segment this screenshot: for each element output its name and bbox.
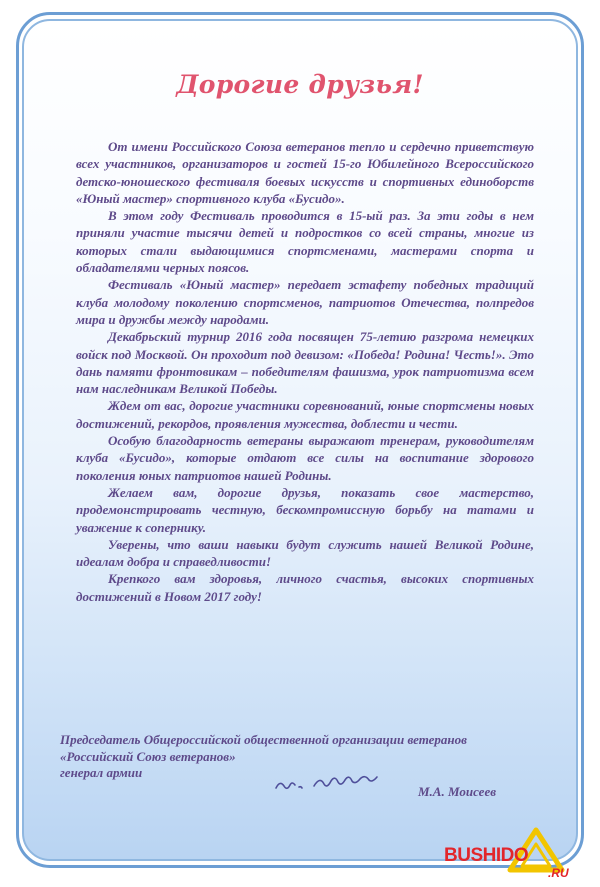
signature-name: М.А. Моисеев [418, 784, 497, 799]
paragraph: Ждем от вас, дорогие участники соревнований, юные спортсмены новых достижений, рекордов, проявления мужества, доблести и чести. [76, 398, 534, 431]
paragraph: Уверены, что ваши навыки будут служить нашей Великой Родине, идеалам добра и справедливости! [76, 536, 534, 570]
signature-position-line2: «Российский Союз ветеранов» [60, 748, 236, 764]
paragraph: Крепкого вам здоровья, личного счастья, высоких спортивных достижений в Новом 2017 году! [76, 571, 534, 604]
handwritten-signature [270, 768, 410, 796]
watermark-brand: BUSHIDO [444, 845, 529, 866]
paragraph: Фестиваль «Юный мастер» передает эстафету победных традиций клуба молодому поколению спортсменов, патриотов Отечества, полпредов мира и дружбы между народами. [76, 277, 534, 327]
paragraph: От имени Российского Союза ветеранов тепло и сердечно приветствую всех участников, организаторов и гостей 15-го Юбилейного Всероссийского детско-юношеского фестиваля боевых искусств и спортивных единоборств «Юный мастер» спортивного клуба «Бусидо». [76, 139, 534, 206]
paragraph: Желаем вам, дорогие друзья, показать свое мастерство, продемонстрировать честную, бескомпромиссную борьбу на татами и уважение к сопернику. [76, 484, 534, 535]
signature-rank: генерал армии [60, 765, 143, 780]
letter-title: Дорогие друзья! [176, 70, 424, 99]
signature-position-line1: Председатель Общероссийской общественной организации ветеранов [60, 732, 467, 747]
paragraph: Особую благодарность ветераны выражают тренерам, руководителям клуба «Бусидо», которые отдают все силы на воспитание здорового поколения юных патриотов нашей Родины. [76, 433, 534, 483]
paragraph: В этом году Фестиваль проводится в 15-ый раз. За эти годы в нем приняли участие тысячи детей и подростков со всей страны, многие из которых стали выдающимися спортсменами, мастерами спорта и обладателями черных поясов. [76, 208, 534, 276]
paragraph: Декабрьский турнир 2016 года посвящен 75-летию разгрома немецких войск под Москвой. Он проходит под девизом: «Победа! Родина! Честь!». Это дань памяти фронтовикам – победителям фашизма, урок патриотизма всем нам наследникам Великой Победы. [76, 329, 534, 397]
letter-body [76, 138, 534, 605]
watermark-domain: .RU [548, 866, 569, 880]
